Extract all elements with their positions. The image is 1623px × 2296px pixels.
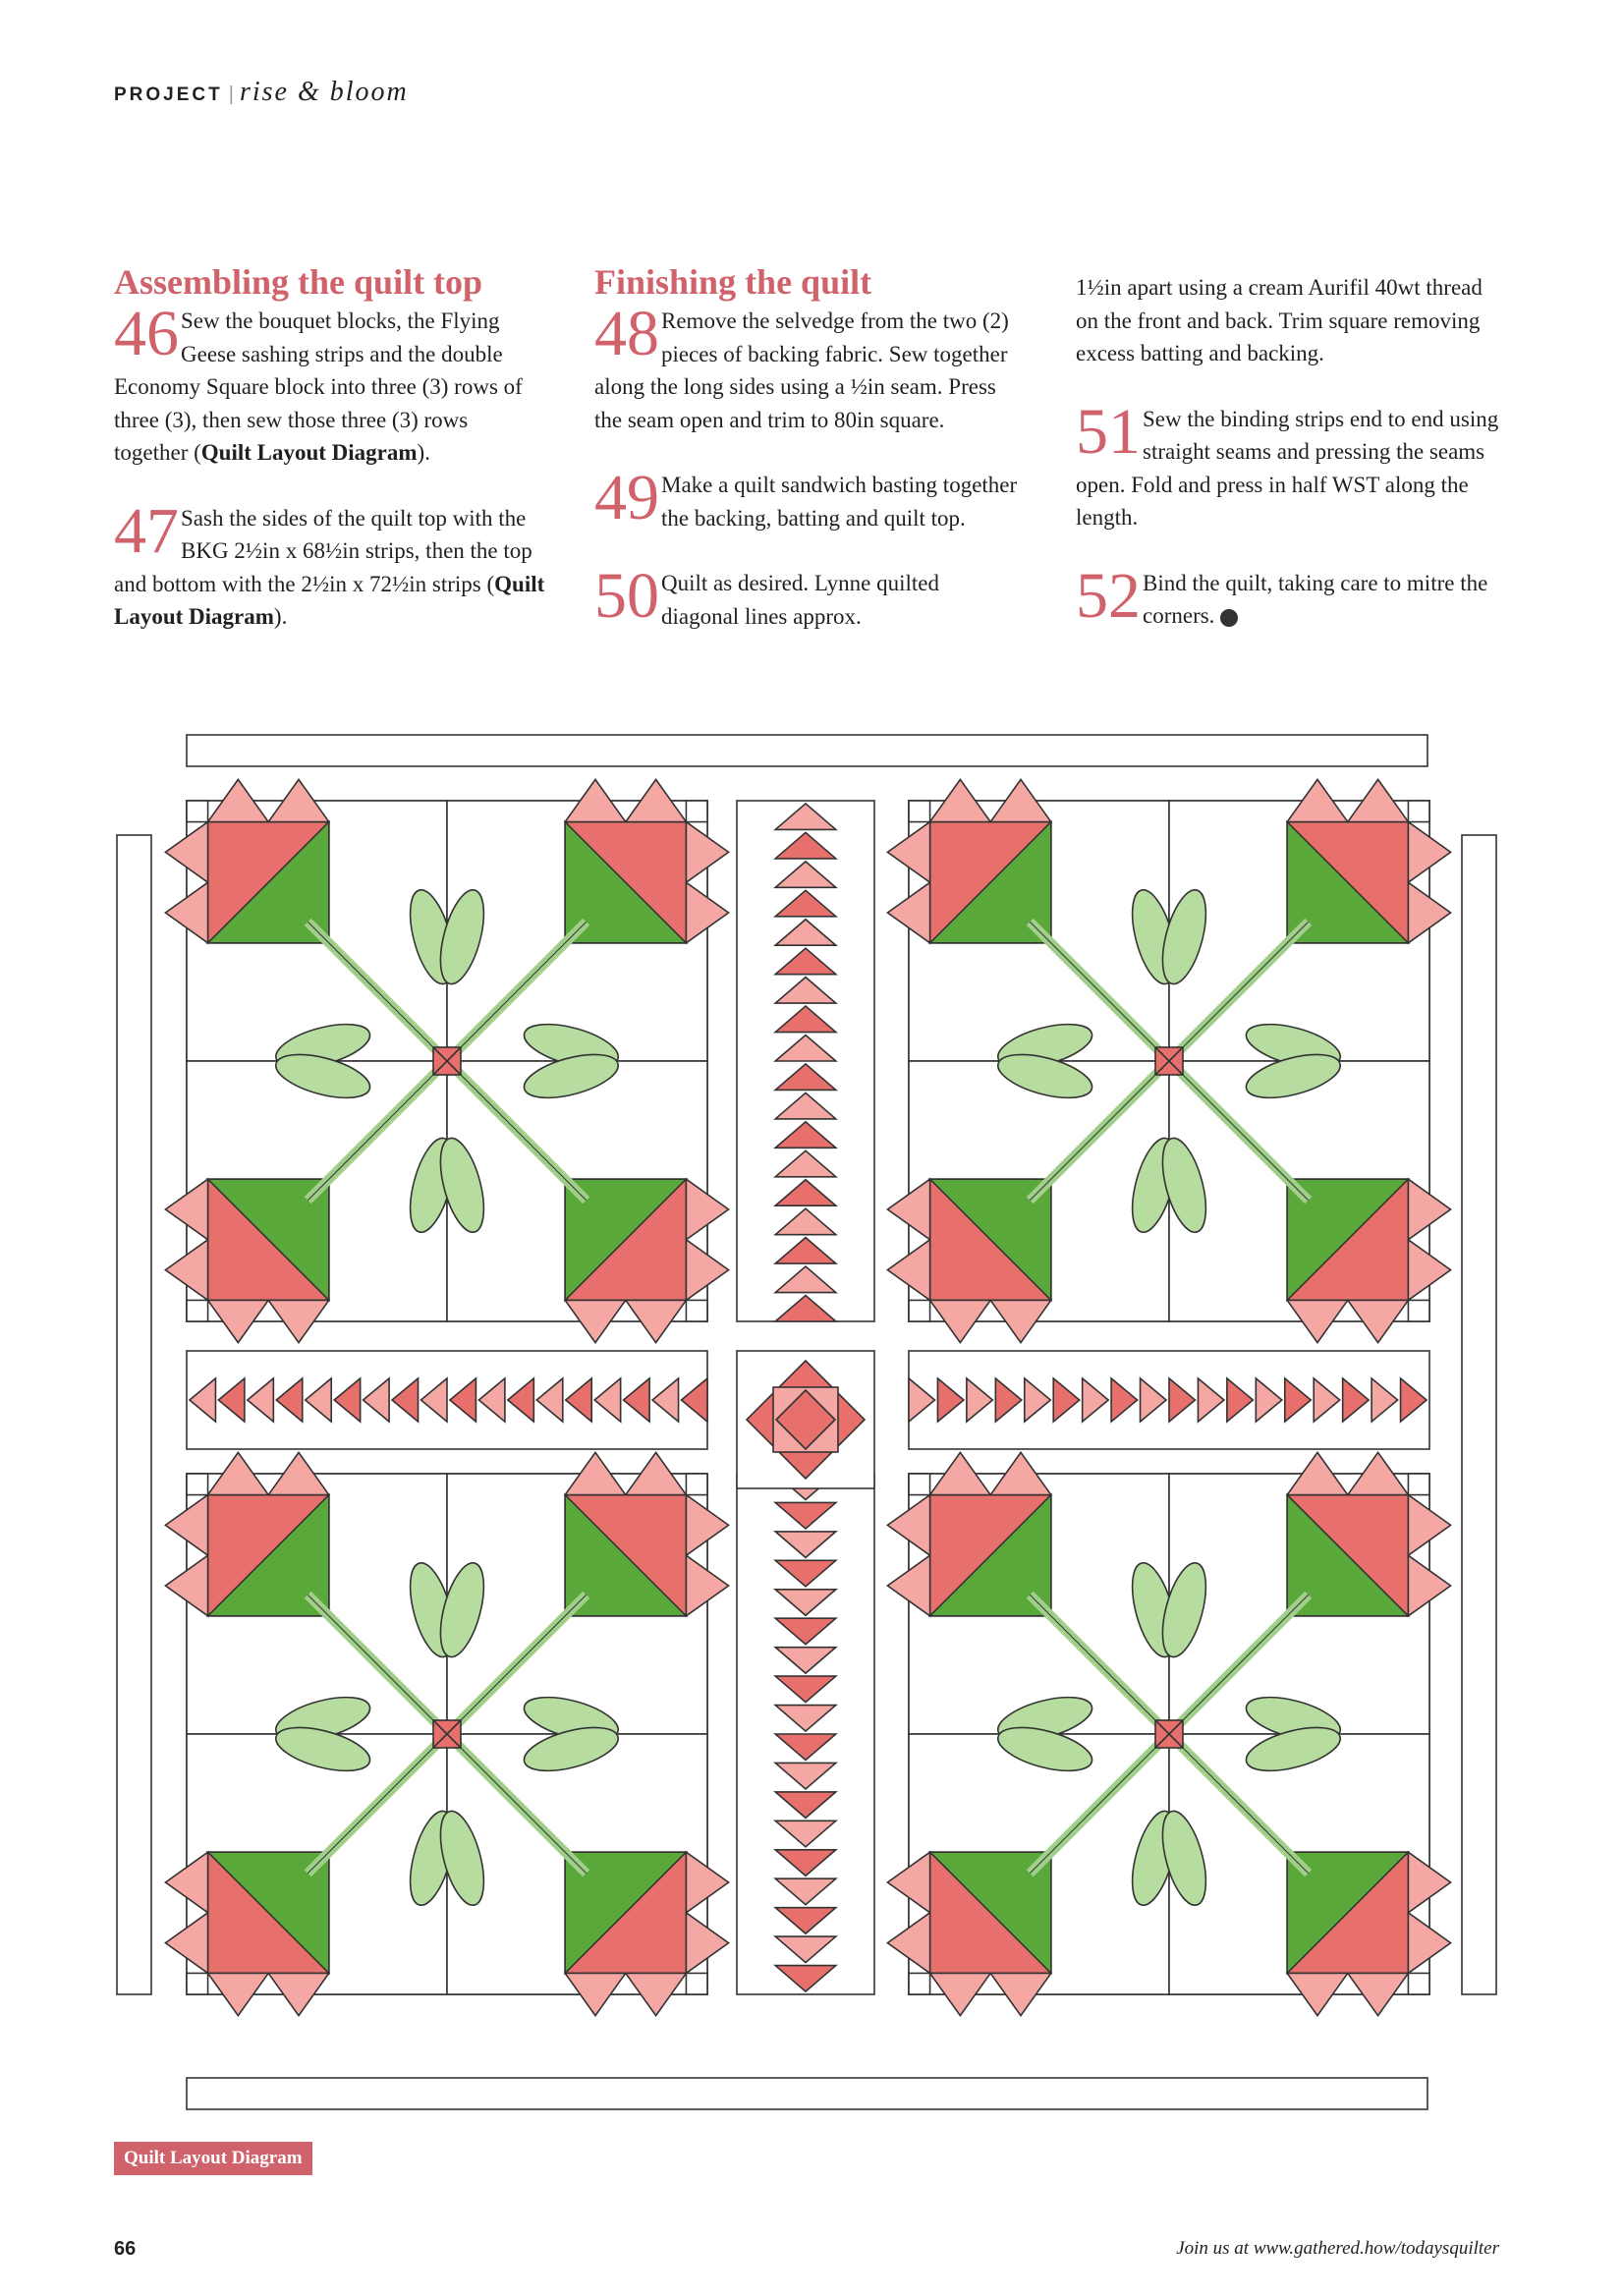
step-number: 50 bbox=[594, 560, 659, 632]
diagram-caption: Quilt Layout Diagram bbox=[114, 2142, 312, 2175]
corner-square bbox=[686, 1973, 707, 1994]
corner-square bbox=[187, 1300, 208, 1321]
corner-square bbox=[909, 1474, 930, 1495]
corner-square bbox=[187, 1973, 208, 1994]
corner-square bbox=[187, 801, 208, 822]
corner-square bbox=[909, 801, 930, 822]
step-number: 49 bbox=[594, 462, 659, 533]
corner-square bbox=[909, 1300, 930, 1321]
step-text: Sew the binding strips end to end using straight seams and pressing the seams open. Fold and press in half WST along the length. bbox=[1076, 406, 1499, 530]
step-bold: Quilt Layout Diagram bbox=[114, 571, 545, 629]
step-text: Quilt as desired. Lynne quilted diagonal lines approx. bbox=[661, 571, 939, 629]
left-border bbox=[117, 835, 151, 1994]
step-text: Remove the selvedge from the two (2) pieces of backing fabric. Sew together along the long sides using a ½in seam. Press the seam open and trim to 80in square. bbox=[594, 308, 1009, 432]
step-text: Sew the bouquet blocks, the Flying Geese sashing strips and the double Economy Square block into three (3) rows of three (3), then sew those three (3) rows together ( bbox=[114, 308, 523, 465]
step-50-continuation: 1½in apart using a cream Aurifil 40wt thread on the front and back. Trim square removing excess batting and backing. bbox=[1076, 275, 1483, 365]
corner-square bbox=[1408, 1474, 1429, 1495]
step-text: Make a quilt sandwich basting together the backing, batting and quilt top. bbox=[661, 473, 1018, 531]
corner-square bbox=[1408, 1300, 1429, 1321]
step-text-after: ). bbox=[273, 604, 288, 629]
corner-square bbox=[1408, 1973, 1429, 1994]
corner-square bbox=[686, 1474, 707, 1495]
step-text: Bind the quilt, taking care to mitre the corners. bbox=[1143, 570, 1488, 628]
step-number: 46 bbox=[114, 298, 179, 369]
step-number: 51 bbox=[1076, 395, 1141, 468]
header-title: rise & bloom bbox=[239, 77, 409, 107]
header-label: PROJECT bbox=[114, 84, 223, 105]
corner-square bbox=[909, 1973, 930, 1994]
section-heading: Assembling the quilt top bbox=[114, 262, 483, 302]
step-number: 47 bbox=[114, 494, 179, 567]
right-border bbox=[1462, 835, 1496, 1994]
bottom-border bbox=[187, 2078, 1427, 2109]
section-heading: Finishing the quilt bbox=[594, 262, 872, 302]
quilt-diagram-group bbox=[117, 735, 1496, 2109]
top-border bbox=[187, 735, 1427, 766]
corner-square bbox=[686, 801, 707, 822]
page-number: 66 bbox=[114, 2238, 137, 2260]
step-text: Sash the sides of the quilt top with the BKG 2½in x 68½in strips, then the top and bottom with the 2½in x 72½in strips ( bbox=[114, 505, 532, 596]
corner-square bbox=[686, 1300, 707, 1321]
footer-link: Join us at www.gathered.how/todaysquilter bbox=[1176, 2238, 1499, 2259]
corner-square bbox=[187, 1474, 208, 1495]
step-bold: Quilt Layout Diagram bbox=[200, 440, 418, 465]
header-separator: | bbox=[228, 84, 234, 105]
corner-square bbox=[1408, 801, 1429, 822]
step-text-after: ). bbox=[417, 440, 430, 465]
step-number: 48 bbox=[594, 298, 659, 369]
step-number: 52 bbox=[1076, 559, 1141, 632]
